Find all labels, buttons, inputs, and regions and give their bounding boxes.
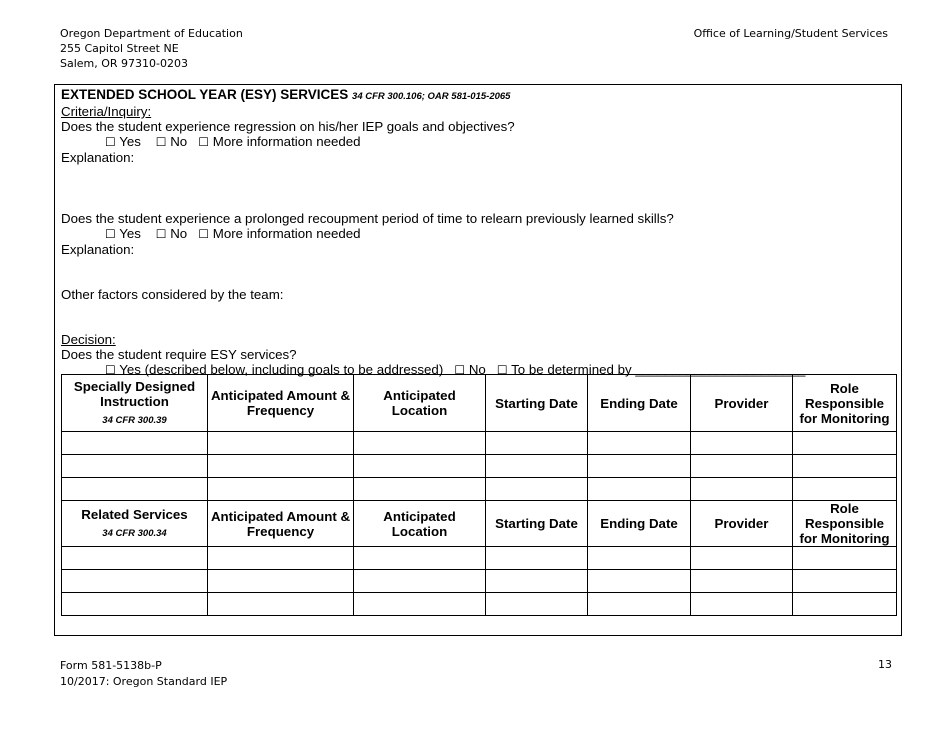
col-amount-frequency: Anticipated Amount & Frequency	[208, 375, 354, 432]
table-cell[interactable]	[62, 478, 208, 501]
rs-title: Related Services	[81, 506, 188, 522]
table-cell[interactable]	[354, 432, 486, 455]
esy-section-frame	[54, 84, 902, 636]
table-cell[interactable]	[691, 593, 793, 616]
decision-no-label: No	[468, 362, 486, 377]
sdi-entry-row	[62, 478, 897, 501]
org-street: 255 Capitol Street NE	[60, 42, 179, 55]
org-name: Oregon Department of Education	[60, 27, 243, 40]
table-cell[interactable]	[588, 455, 691, 478]
question-regression: Does the student experience regression on his/her IEP goals and objectives?	[61, 119, 515, 134]
sdi-entry-row	[62, 455, 897, 478]
decision-yes-checkbox[interactable]: ☐	[105, 363, 116, 377]
q1-more-info-label: More information needed	[212, 134, 361, 149]
col-starting-date: Starting Date	[486, 501, 588, 547]
table-cell[interactable]	[691, 432, 793, 455]
q1-no-label: No	[170, 134, 188, 149]
rs-entry-row	[62, 547, 897, 570]
org-city: Salem, OR 97310-0203	[60, 57, 189, 70]
table-cell[interactable]	[62, 455, 208, 478]
table-cell[interactable]	[354, 547, 486, 570]
criteria-label: Criteria/Inquiry:	[61, 104, 152, 119]
q2-yes-checkbox[interactable]: ☐	[105, 227, 116, 241]
table-cell[interactable]	[588, 478, 691, 501]
q2-no-checkbox[interactable]: ☐	[155, 227, 167, 241]
table-cell[interactable]	[588, 593, 691, 616]
sdi-header-cell	[62, 375, 208, 432]
table-cell[interactable]	[793, 455, 897, 478]
q2-explanation-space[interactable]	[61, 257, 895, 287]
rs-header-cell	[62, 501, 208, 547]
table-cell[interactable]	[486, 432, 588, 455]
table-cell[interactable]	[793, 570, 897, 593]
col-location: Anticipated Location	[354, 375, 486, 432]
q1-options	[61, 134, 895, 150]
table-cell[interactable]	[691, 478, 793, 501]
section-title: EXTENDED SCHOOL YEAR (ESY) SERVICES	[61, 87, 349, 102]
q2-no-label: No	[170, 226, 188, 241]
rs-header-row	[62, 501, 897, 547]
other-factors-label: Other factors considered by the team:	[61, 287, 284, 302]
esy-services-table	[61, 374, 897, 616]
table-cell[interactable]	[588, 570, 691, 593]
q2-options	[61, 226, 895, 242]
rs-entry-row	[62, 593, 897, 616]
table-cell[interactable]	[691, 455, 793, 478]
decision-label: Decision:	[61, 332, 116, 347]
table-cell[interactable]	[486, 547, 588, 570]
table-cell[interactable]	[486, 570, 588, 593]
decision-question: Does the student require ESY services?	[61, 347, 297, 362]
table-cell[interactable]	[354, 478, 486, 501]
decision-tbd-checkbox[interactable]: ☐	[496, 363, 508, 377]
header-org-address	[60, 26, 243, 71]
table-cell[interactable]	[793, 432, 897, 455]
q1-yes-label: Yes	[119, 134, 141, 149]
q1-explanation-space[interactable]	[61, 165, 895, 211]
table-cell[interactable]	[486, 455, 588, 478]
table-cell[interactable]	[691, 547, 793, 570]
col-ending-date: Ending Date	[588, 501, 691, 547]
q1-more-info-checkbox[interactable]: ☐	[198, 135, 210, 149]
form-version: 10/2017: Oregon Standard IEP	[60, 675, 228, 688]
section-citation: 34 CFR 300.106; OAR 581-015-2065	[352, 91, 511, 102]
q2-explanation-label: Explanation:	[61, 242, 135, 257]
table-cell[interactable]	[208, 455, 354, 478]
col-ending-date: Ending Date	[588, 375, 691, 432]
question-recoupment: Does the student experience a prolonged recoupment period of time to relearn previously learned skills?	[61, 211, 674, 226]
page-number: 13	[878, 658, 892, 671]
q2-yes-label: Yes	[119, 226, 141, 241]
sdi-entry-row	[62, 432, 897, 455]
table-cell[interactable]	[793, 547, 897, 570]
sdi-citation: 34 CFR 300.39	[102, 414, 167, 426]
table-cell[interactable]	[588, 547, 691, 570]
rs-entry-row	[62, 570, 897, 593]
table-cell[interactable]	[62, 593, 208, 616]
col-provider: Provider	[691, 375, 793, 432]
col-provider: Provider	[691, 501, 793, 547]
table-cell[interactable]	[588, 432, 691, 455]
q1-yes-checkbox[interactable]: ☐	[105, 135, 116, 149]
table-cell[interactable]	[354, 455, 486, 478]
table-cell[interactable]	[62, 547, 208, 570]
footer-form-info	[60, 658, 227, 690]
decision-tbd-label: To be determined by _______________________	[511, 362, 806, 377]
section-heading	[61, 87, 895, 104]
col-location: Anticipated Location	[354, 501, 486, 547]
table-cell[interactable]	[208, 593, 354, 616]
rs-citation: 34 CFR 300.34	[102, 527, 167, 539]
table-cell[interactable]	[691, 570, 793, 593]
table-cell[interactable]	[208, 478, 354, 501]
table-cell[interactable]	[354, 570, 486, 593]
sdi-header-row	[62, 375, 897, 432]
decision-yes-label: Yes (described below, including goals to be addressed)	[119, 362, 444, 377]
form-number: Form 581-5138b-P	[60, 659, 162, 672]
col-amount-frequency: Anticipated Amount & Frequency	[208, 501, 354, 547]
table-cell[interactable]	[208, 432, 354, 455]
table-cell[interactable]	[62, 570, 208, 593]
table-cell[interactable]	[62, 432, 208, 455]
table-cell[interactable]	[208, 570, 354, 593]
esy-content	[61, 87, 895, 378]
col-role-monitoring: Role Responsible for Monitoring	[793, 501, 897, 547]
col-starting-date: Starting Date	[486, 375, 588, 432]
q1-explanation-label: Explanation:	[61, 150, 135, 165]
col-role-monitoring: Role Responsible for Monitoring	[793, 375, 897, 432]
office-name: Office of Learning/Student Services	[693, 27, 888, 40]
q2-more-info-checkbox[interactable]: ☐	[198, 227, 210, 241]
q1-no-checkbox[interactable]: ☐	[155, 135, 167, 149]
sdi-title: Specially Designed Instruction	[73, 378, 196, 409]
table-cell[interactable]	[793, 478, 897, 501]
decision-no-checkbox[interactable]: ☐	[454, 363, 466, 377]
table-cell[interactable]	[208, 547, 354, 570]
other-factors-space[interactable]	[61, 302, 895, 332]
table-cell[interactable]	[486, 593, 588, 616]
q2-more-info-label: More information needed	[212, 226, 361, 241]
table-cell[interactable]	[793, 593, 897, 616]
table-cell[interactable]	[354, 593, 486, 616]
table-cell[interactable]	[486, 478, 588, 501]
